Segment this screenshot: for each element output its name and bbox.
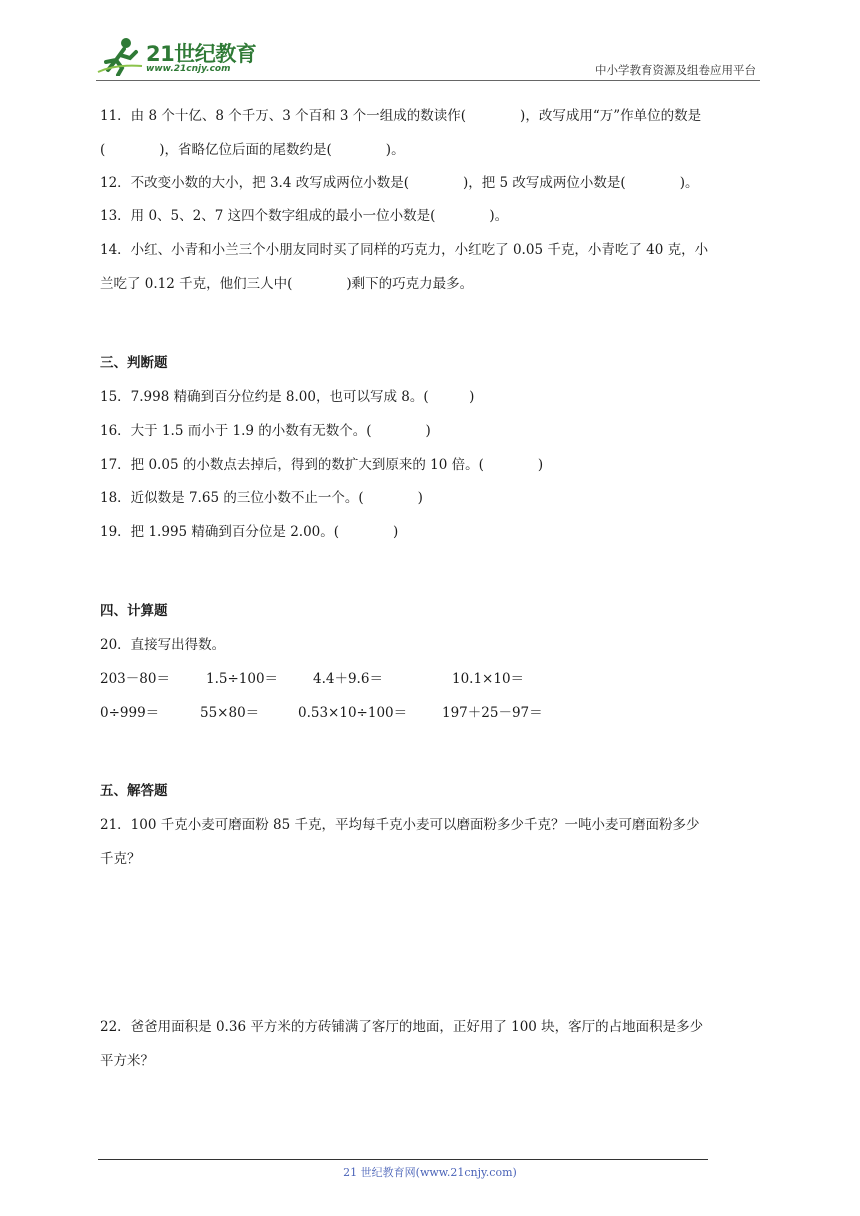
logo-url: www.21cnjy.com	[146, 64, 231, 74]
question-16: 16．大于 1.5 而小于 1.9 的小数有无数个。( )	[100, 423, 431, 439]
site-logo	[96, 34, 266, 78]
section-heading-calculation: 四、计算题	[100, 603, 168, 619]
question-19: 19．把 1.995 精确到百分位是 2.00。( )	[100, 524, 399, 540]
running-figure-icon	[96, 36, 144, 76]
calc-item: 0÷999＝	[100, 705, 160, 721]
footer-text: 21 世纪教育网(www.21cnjy.com)	[343, 1166, 517, 1179]
question-22-line-1: 22．爸爸用面积是 0.36 平方米的方砖铺满了客厅的地面，正好用了 100 块，客厅的占地面积是多少	[100, 1019, 704, 1035]
question-14-line-1: 14．小红、小青和小兰三个小朋友同时买了同样的巧克力，小红吃了 0.05 千克，小青吃了 40 克，小	[100, 242, 709, 258]
question-20: 20．直接写出得数。	[100, 637, 226, 653]
calc-item: 203－80＝	[100, 671, 170, 687]
question-21-line-1: 21．100 千克小麦可磨面粉 85 千克，平均每千克小麦可以磨面粉多少千克？一吨小麦可磨面粉多少	[100, 817, 700, 833]
section-heading-answer: 五、解答题	[100, 783, 168, 799]
header-platform-text: 中小学教育资源及组卷应用平台	[595, 63, 756, 77]
calc-item: 55×80＝	[200, 705, 260, 721]
question-18: 18．近似数是 7.65 的三位小数不止一个。( )	[100, 490, 423, 506]
footer-divider	[98, 1159, 708, 1160]
calc-item: 197＋25－97＝	[442, 705, 543, 721]
calc-item: 10.1×10＝	[452, 671, 525, 687]
calc-item: 0.53×10÷100＝	[298, 705, 408, 721]
question-14-line-2: 兰吃了 0.12 千克，他们三人中( )剩下的巧克力最多。	[100, 276, 474, 292]
question-17: 17．把 0.05 的小数点去掉后，得到的数扩大到原来的 10 倍。( )	[100, 457, 544, 473]
question-11-line-1: 11．由 8 个十亿、8 个千万、3 个百和 3 个一组成的数读作( )，改写成用“万”作单位的数是	[100, 108, 702, 124]
question-22-line-2: 平方米？	[100, 1053, 154, 1069]
calc-item: 4.4＋9.6＝	[313, 671, 383, 687]
section-heading-judgment: 三、判断题	[100, 355, 168, 371]
logo-text: 21世纪教育	[146, 42, 257, 66]
question-11-line-2: ( )，省略亿位后面的尾数约是( )。	[100, 142, 405, 158]
question-13: 13．用 0、5、2、7 这四个数字组成的最小一位小数是( )。	[100, 208, 509, 224]
page-header	[96, 34, 760, 78]
question-15: 15．7.998 精确到百分位约是 8.00，也可以写成 8。( )	[100, 389, 475, 405]
question-21-line-2: 千克？	[100, 851, 141, 867]
question-12: 12．不改变小数的大小，把 3.4 改写成两位小数是( )，把 5 改写成两位小数是( )。	[100, 175, 699, 191]
header-divider	[96, 80, 760, 81]
calc-item: 1.5÷100＝	[206, 671, 279, 687]
